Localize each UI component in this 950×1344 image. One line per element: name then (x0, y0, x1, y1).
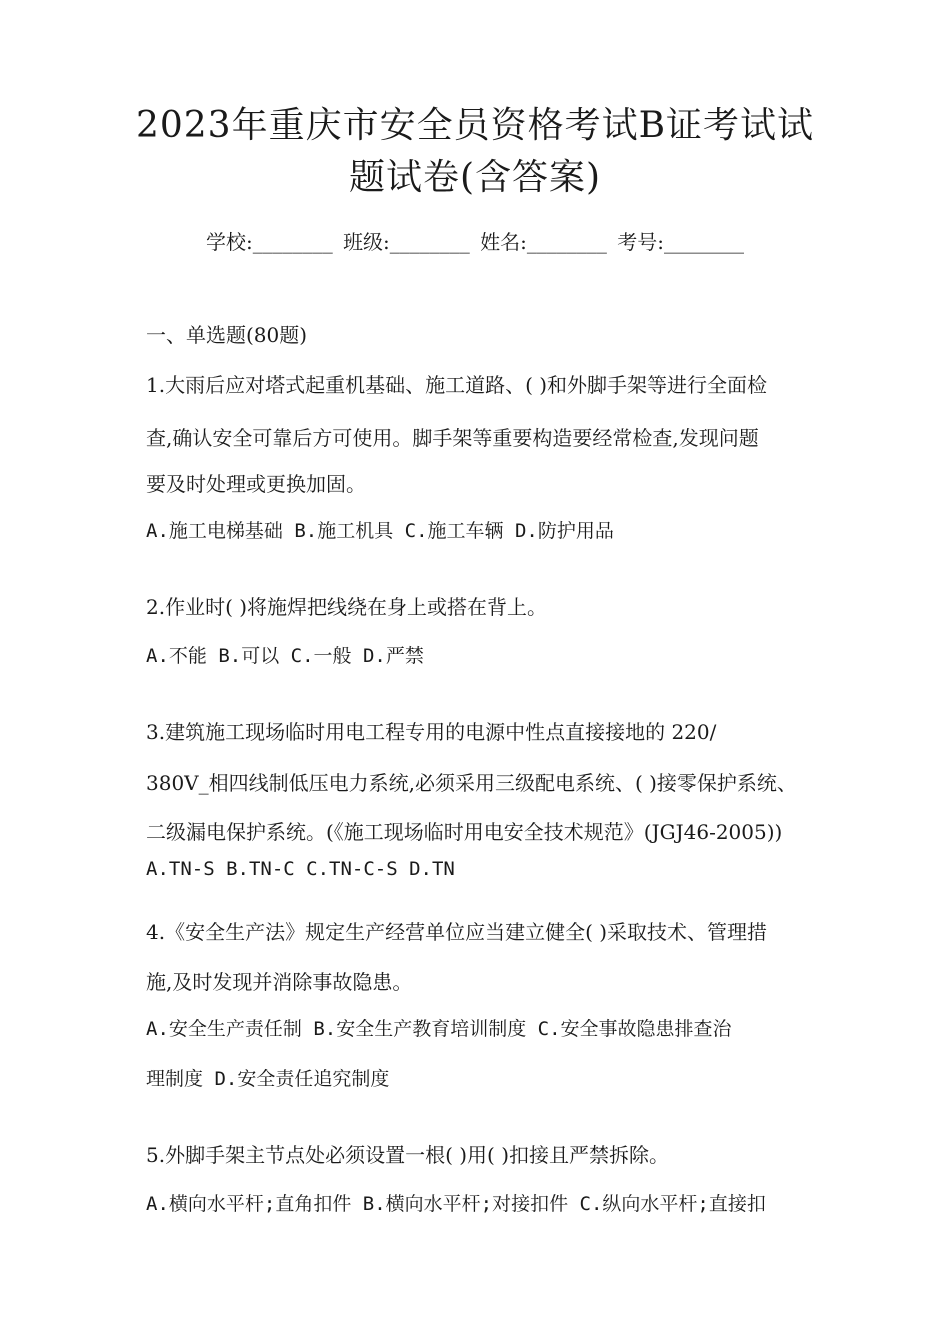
school-field: 学校:________ (205, 230, 333, 254)
question-4-options-line-1: A.安全生产责任制 B.安全生产教育培训制度 C.安全事故隐患排查治 (146, 1018, 732, 1040)
question-4-options-line-2: 理制度 D.安全责任追究制度 (146, 1068, 390, 1090)
question-2-options: A.不能 B.可以 C.一般 D.严禁 (146, 645, 424, 667)
question-1-line-3: 要及时处理或更换加固。 (146, 472, 366, 496)
student-info-row (0, 226, 950, 255)
question-3-line-1: 3.建筑施工现场临时用电工程专用的电源中性点直接接地的 220/ (146, 720, 717, 744)
question-5-options: A.横向水平杆;直角扣件 B.横向水平杆;对接扣件 C.纵向水平杆;直接扣 (146, 1193, 766, 1215)
question-5-line-1: 5.外脚手架主节点处必须设置一根( )用( )扣接且严禁拆除。 (146, 1143, 670, 1167)
question-1-line-2: 查,确认安全可靠后方可使用。脚手架等重要构造要经常检查,发现问题 (146, 426, 759, 450)
exam-number-field: 考号:________ (617, 230, 745, 254)
document-title-line-2: 题试卷(含答案) (348, 157, 602, 198)
question-2-line-1: 2.作业时( )将施焊把线绕在身上或搭在背上。 (146, 595, 548, 619)
question-3-line-3: 二级漏电保护系统。(《施工现场临时用电安全技术规范》(JGJ46-2005)) (146, 820, 783, 844)
class-field: 班级:________ (343, 230, 470, 254)
section-heading: 一、单选题(80题) (146, 323, 308, 347)
question-4-line-1: 4.《安全生产法》规定生产经营单位应当建立健全( )采取技术、管理措 (146, 920, 768, 944)
question-3-line-2: 380V_相四线制低压电力系统,必须采用三级配电系统、( )接零保护系统、 (146, 771, 797, 795)
question-1-line-1: 1.大雨后应对塔式起重机基础、施工道路、( )和外脚手架等进行全面检 (146, 373, 768, 397)
question-1-options: A.施工电梯基础 B.施工机具 C.施工车辆 D.防护用品 (146, 520, 614, 542)
question-3-options: A.TN-S B.TN-C C.TN-C-S D.TN (146, 858, 455, 880)
document-title-line-1: 2023年重庆市安全员资格考试B证考试试 (135, 105, 815, 146)
name-field: 姓名:________ (480, 230, 607, 254)
question-4-line-2: 施,及时发现并消除事故隐患。 (146, 970, 413, 994)
